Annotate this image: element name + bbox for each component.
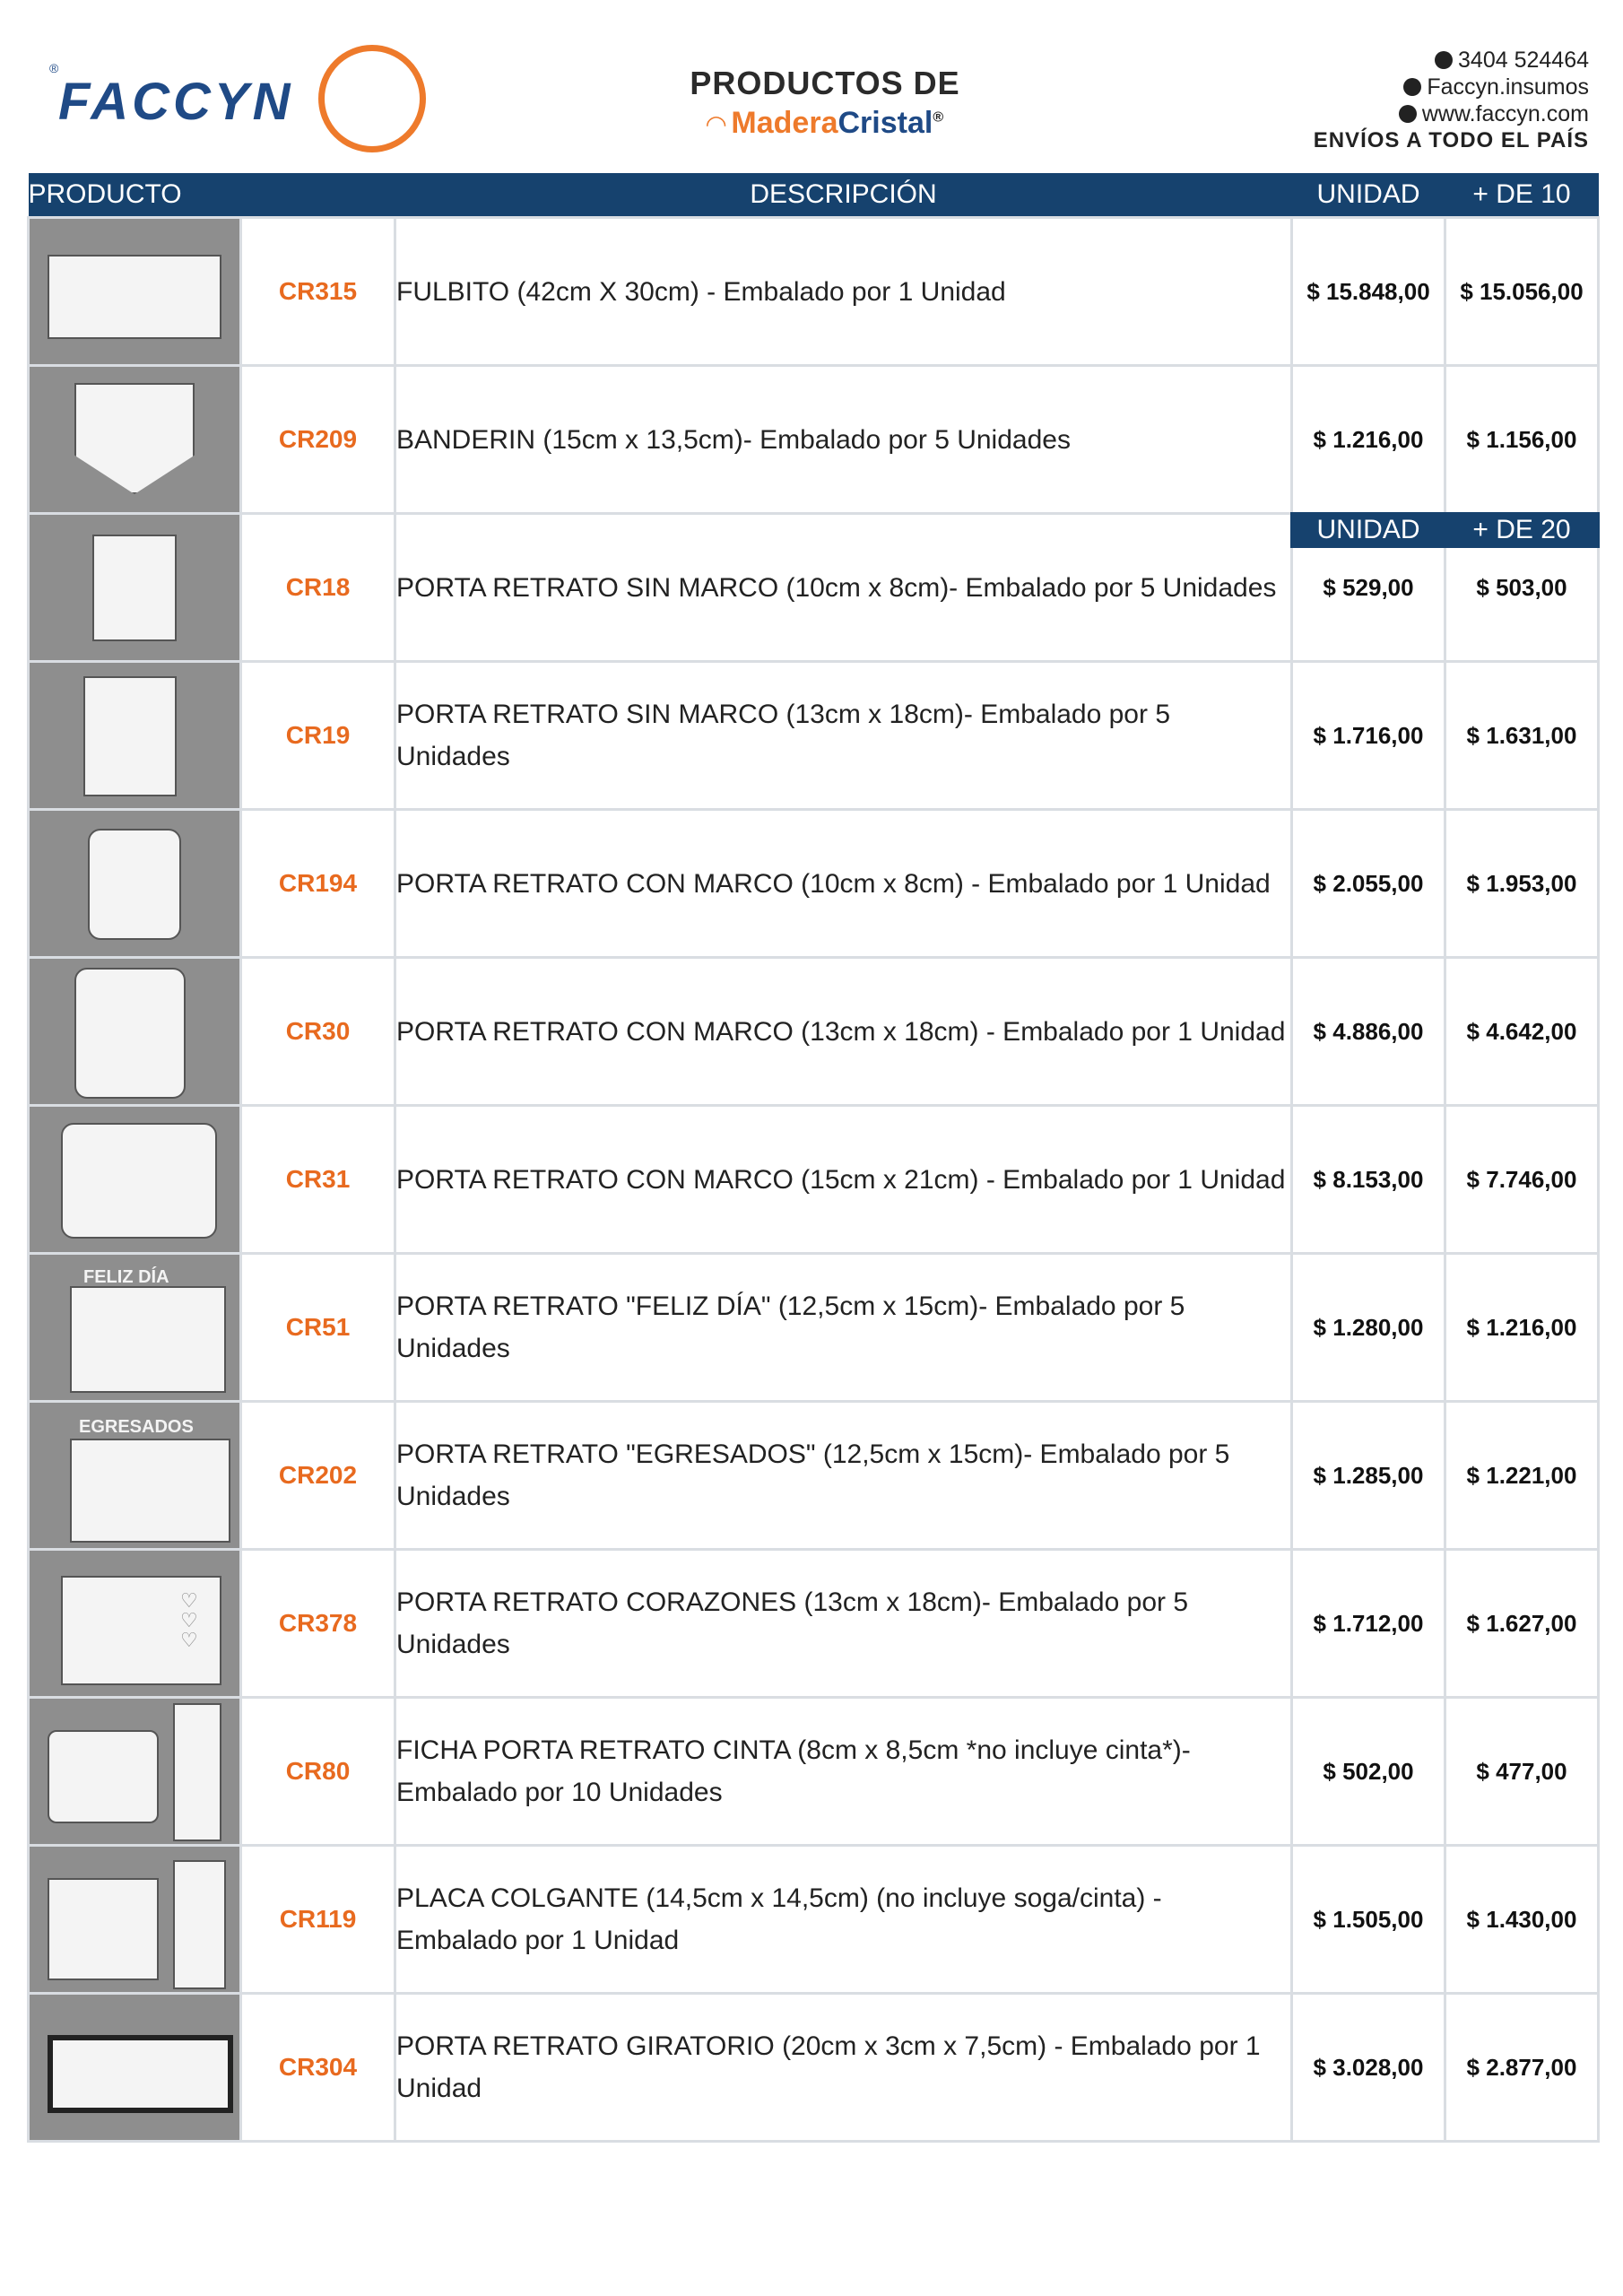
- product-code: CR202: [241, 1402, 395, 1550]
- table-row: [29, 1254, 1599, 1402]
- product-image: [29, 366, 241, 514]
- product-image: [29, 514, 241, 662]
- logo-text: FACCYN: [58, 73, 294, 131]
- product-image: [29, 1994, 241, 2142]
- price-unit: $ 3.028,00: [1292, 1994, 1445, 2142]
- price-unit: $ 15.848,00: [1292, 218, 1445, 366]
- product-description: PORTA RETRATO CORAZONES (13cm x 18cm)- Embalado por 5 Unidades: [395, 1550, 1292, 1698]
- portaretrato-thumbnail: [83, 676, 177, 796]
- product-code: CR378: [241, 1550, 395, 1698]
- price-unit: $ 1.712,00: [1292, 1550, 1445, 1698]
- banderin-thumbnail: [74, 383, 195, 494]
- product-code: CR304: [241, 1994, 395, 2142]
- price-bulk: $ 1.221,00: [1445, 1402, 1599, 1550]
- giratorio-thumbnail: [48, 2035, 233, 2113]
- egresados-thumbnail: [70, 1439, 230, 1543]
- hearts-icon: ♡ ♡ ♡: [180, 1589, 198, 1651]
- contact-info: [1314, 47, 1589, 154]
- price-unit: $ 502,00: [1292, 1698, 1445, 1846]
- product-image: [29, 1402, 241, 1550]
- globe-icon: [1399, 105, 1417, 123]
- product-code: CR31: [241, 1106, 395, 1254]
- product-image: [29, 958, 241, 1106]
- table-row: [29, 366, 1599, 514]
- product-description: PORTA RETRATO "FELIZ DÍA" (12,5cm x 15cm)- Embalado por 5 Unidades: [395, 1254, 1292, 1402]
- product-code: CR19: [241, 662, 395, 810]
- table-row: [29, 1106, 1599, 1254]
- website-url: www.faccyn.com: [1421, 101, 1589, 126]
- product-description: PLACA COLGANTE (14,5cm x 14,5cm) (no incluye soga/cinta) - Embalado por 1 Unidad: [395, 1846, 1292, 1994]
- price-unit: $ 1.280,00: [1292, 1254, 1445, 1402]
- price-bulk: $ 1.216,00: [1445, 1254, 1599, 1402]
- placa-thumbnail: [48, 1878, 159, 1980]
- feliz-dia-label: FELIZ DÍA: [83, 1267, 169, 1287]
- whatsapp-icon: [1435, 51, 1453, 69]
- product-code: CR30: [241, 958, 395, 1106]
- product-image: [29, 1550, 241, 1698]
- instagram-icon: [1403, 78, 1421, 96]
- header-unit: UNIDAD: [1292, 173, 1445, 218]
- product-image: [29, 1254, 241, 1402]
- product-code: CR51: [241, 1254, 395, 1402]
- price-unit: $ 8.153,00: [1292, 1106, 1445, 1254]
- logo-registered-mark: ®: [49, 61, 59, 75]
- price-bulk: $ 1.627,00: [1445, 1550, 1599, 1698]
- table-row: [29, 810, 1599, 958]
- instagram-line: [1314, 74, 1589, 100]
- product-table: [27, 173, 1600, 2143]
- placa-strip-thumbnail: [173, 1860, 226, 1989]
- title-registered-mark: ®: [933, 109, 944, 126]
- shipping-note: ENVÍOS A TODO EL PAÍS: [1313, 128, 1589, 152]
- price-unit: $ 2.055,00: [1292, 810, 1445, 958]
- phone-number: 3404 524464: [1458, 48, 1589, 73]
- ficha-strip-thumbnail: [173, 1703, 221, 1841]
- price-bulk: $ 1.430,00: [1445, 1846, 1599, 1994]
- price-bulk: $ 1.156,00: [1445, 366, 1599, 514]
- title-line-2: [664, 106, 986, 141]
- table-row: [29, 662, 1599, 810]
- table-row: [29, 1550, 1599, 1698]
- product-image: [29, 810, 241, 958]
- table-row: [29, 1698, 1599, 1846]
- price-unit: $ 1.216,00: [1292, 366, 1445, 514]
- faccyn-logo: [49, 45, 372, 152]
- product-description: FICHA PORTA RETRATO CINTA (8cm x 8,5cm *no incluye cinta*)- Embalado por 10 Unidades: [395, 1698, 1292, 1846]
- portaretrato-thumbnail: [92, 535, 177, 641]
- price-unit: $ 4.886,00: [1292, 958, 1445, 1106]
- price-unit-value: $ 529,00: [1323, 573, 1414, 601]
- page-header: [0, 0, 1623, 175]
- phone-line: [1314, 47, 1589, 74]
- product-code: CR315: [241, 218, 395, 366]
- price-unit: $ 1.285,00: [1292, 1402, 1445, 1550]
- product-image: [29, 1106, 241, 1254]
- egresados-label: EGRESADOS: [79, 1417, 194, 1437]
- product-description: PORTA RETRATO SIN MARCO (10cm x 8cm)- Embalado por 5 Unidades: [395, 514, 1292, 662]
- table-row: [29, 1402, 1599, 1550]
- instagram-handle: Faccyn.insumos: [1427, 74, 1589, 100]
- price-unit: [1292, 514, 1445, 662]
- header-bulk: + DE 10: [1445, 173, 1599, 218]
- website-line: [1314, 100, 1589, 127]
- swirl-icon: ◠: [706, 110, 726, 138]
- table-row: [29, 1846, 1599, 1994]
- title-madera: Madera: [731, 106, 838, 140]
- product-image: [29, 1698, 241, 1846]
- price-bulk: $ 4.642,00: [1445, 958, 1599, 1106]
- table-header-row: [29, 173, 1599, 218]
- feliz-dia-thumbnail: [70, 1286, 226, 1393]
- product-description: PORTA RETRATO GIRATORIO (20cm x 3cm x 7,5cm) - Embalado por 1 Unidad: [395, 1994, 1292, 2142]
- price-bulk-value: $ 503,00: [1476, 573, 1567, 601]
- table-row: [29, 958, 1599, 1106]
- product-description: PORTA RETRATO SIN MARCO (13cm x 18cm)- Embalado por 5 Unidades: [395, 662, 1292, 810]
- price-bulk: $ 1.631,00: [1445, 662, 1599, 810]
- table-row: [29, 1994, 1599, 2142]
- subheader-unit: UNIDAD: [1290, 512, 1446, 548]
- title-line-1: PRODUCTOS DE: [690, 65, 960, 101]
- product-code: CR194: [241, 810, 395, 958]
- product-image: [29, 662, 241, 810]
- price-bulk: $ 1.953,00: [1445, 810, 1599, 958]
- header-description: DESCRIPCIÓN: [395, 173, 1292, 218]
- table-row: [29, 514, 1599, 662]
- table-row: [29, 218, 1599, 366]
- framed-thumbnail: [61, 1123, 217, 1239]
- title-cristal: Cristal: [838, 106, 933, 140]
- price-bulk: $ 2.877,00: [1445, 1994, 1599, 2142]
- price-bulk: $ 477,00: [1445, 1698, 1599, 1846]
- price-bulk: [1445, 514, 1599, 662]
- product-description: PORTA RETRATO "EGRESADOS" (12,5cm x 15cm)- Embalado por 5 Unidades: [395, 1402, 1292, 1550]
- product-image: [29, 1846, 241, 1994]
- product-description: PORTA RETRATO CON MARCO (10cm x 8cm) - Embalado por 1 Unidad: [395, 810, 1292, 958]
- logo-ring-icon: [318, 45, 426, 152]
- header-product: PRODUCTO: [29, 173, 395, 218]
- price-unit: $ 1.505,00: [1292, 1846, 1445, 1994]
- framed-thumbnail: [74, 968, 186, 1099]
- product-description: PORTA RETRATO CON MARCO (15cm x 21cm) - Embalado por 1 Unidad: [395, 1106, 1292, 1254]
- ficha-thumbnail: [48, 1730, 159, 1823]
- price-bulk: $ 15.056,00: [1445, 218, 1599, 366]
- product-code: CR209: [241, 366, 395, 514]
- product-description: BANDERIN (15cm x 13,5cm)- Embalado por 5 Unidades: [395, 366, 1292, 514]
- price-unit: $ 1.716,00: [1292, 662, 1445, 810]
- price-bulk: $ 7.746,00: [1445, 1106, 1599, 1254]
- framed-thumbnail: [88, 829, 181, 940]
- subheader-bulk: + DE 20: [1444, 512, 1600, 548]
- product-description: PORTA RETRATO CON MARCO (13cm x 18cm) - Embalado por 1 Unidad: [395, 958, 1292, 1106]
- catalog-title: [664, 65, 986, 141]
- product-description: FULBITO (42cm X 30cm) - Embalado por 1 Unidad: [395, 218, 1292, 366]
- product-image: [29, 218, 241, 366]
- fulbito-thumbnail: [48, 255, 221, 339]
- product-code: CR119: [241, 1846, 395, 1994]
- product-code: CR80: [241, 1698, 395, 1846]
- product-code: CR18: [241, 514, 395, 662]
